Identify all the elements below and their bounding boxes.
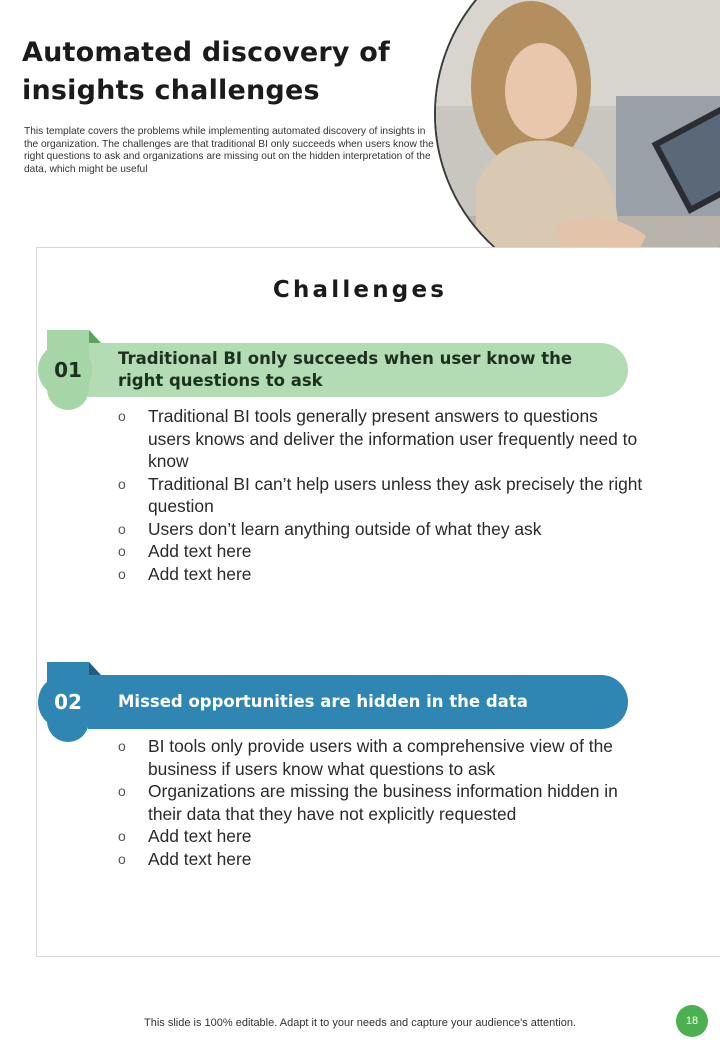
point-text: Add text here xyxy=(148,563,252,584)
challenge-1-fold xyxy=(89,330,101,343)
point-text: Traditional BI can’t help users unless they ask precisely the right question xyxy=(148,473,643,516)
point-text: Users don’t learn anything outside of what they ask xyxy=(148,518,542,539)
point-text: Traditional BI tools generally present answers to questions users knows and deliver the information user frequently need to know xyxy=(148,406,638,471)
challenge-1-banner xyxy=(88,343,628,397)
challenge-1-heading: Traditional BI only succeeds when user know the right questions to ask xyxy=(118,349,573,390)
bullet-icon: o xyxy=(118,850,126,867)
challenge-2-heading: Missed opportunities are hidden in the data xyxy=(118,692,528,711)
page-number-badge: 18 xyxy=(676,1005,708,1037)
panel-title: Challenges xyxy=(272,277,448,303)
intro-text: This template covers the problems while implementing automated discovery of insights in the organization. The challenges are that traditional BI only succeeds when users know the right questions to ask and organizations are missing out on the hidden interpretation of the data, which might be useful xyxy=(24,126,434,175)
bullet-icon: o xyxy=(118,783,126,799)
bullet-icon: o xyxy=(118,520,126,537)
point-text: Add text here xyxy=(148,848,252,869)
page-title: Automated discovery of insights challenges xyxy=(22,37,391,106)
challenge-2-number: 02 xyxy=(54,690,82,714)
list-item xyxy=(118,563,643,586)
list-item xyxy=(118,518,643,541)
challenge-1-points xyxy=(118,405,643,585)
challenge-2-banner xyxy=(88,675,628,729)
point-text: Add text here xyxy=(148,826,252,846)
bullet-icon: o xyxy=(118,475,126,492)
list-item xyxy=(118,735,643,780)
challenge-1-number: 01 xyxy=(54,358,82,382)
bullet-icon: o xyxy=(118,738,126,754)
challenge-2-points xyxy=(118,735,643,870)
bullet-icon: o xyxy=(118,828,126,844)
list-item xyxy=(118,540,643,563)
list-item xyxy=(118,405,643,473)
point-text: BI tools only provide users with a comprehensive view of the business if users know what questions to ask xyxy=(148,736,613,779)
bullet-icon: o xyxy=(118,408,126,424)
list-item xyxy=(118,473,643,518)
list-item xyxy=(118,780,643,825)
bullet-icon: o xyxy=(118,543,126,559)
point-text: Add text here xyxy=(148,541,252,561)
bullet-icon: o xyxy=(118,565,126,582)
point-text: Organizations are missing the business information hidden in their data that they have not explicitly requested xyxy=(148,781,618,824)
list-item xyxy=(118,848,643,871)
footer-note: This slide is 100% editable. Adapt it to your needs and capture your audience's attention. xyxy=(144,1017,576,1029)
challenge-2-fold xyxy=(89,662,101,675)
list-item xyxy=(118,825,643,848)
